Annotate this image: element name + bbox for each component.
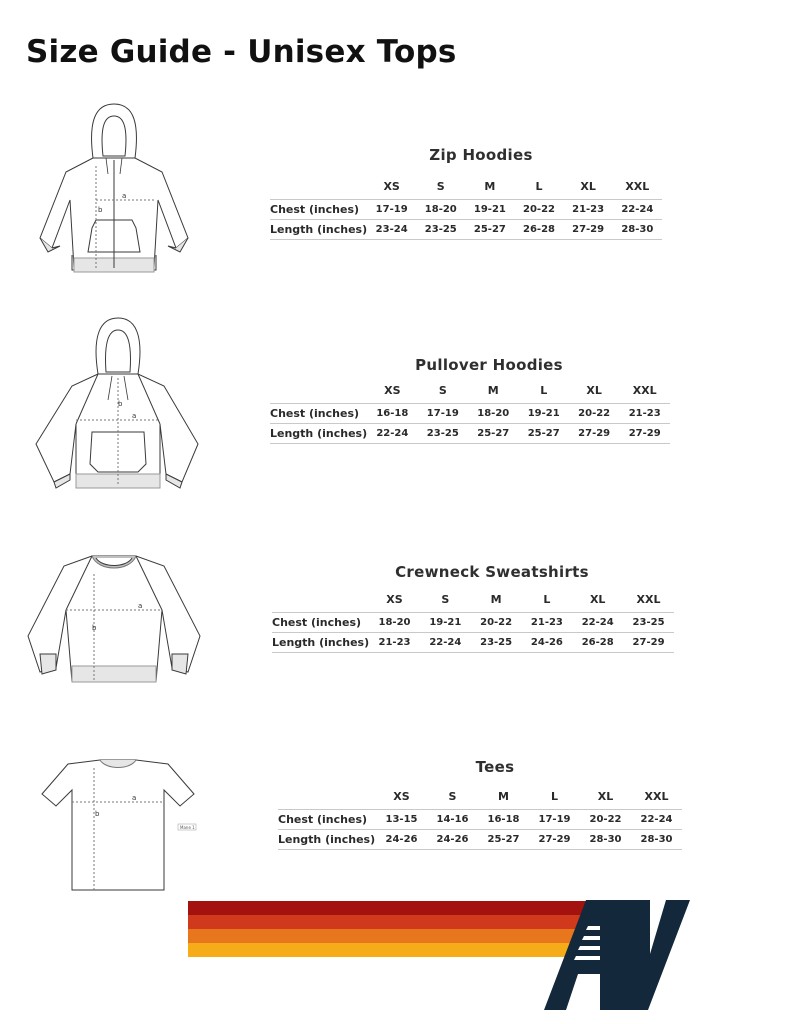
svg-text:b: b [98, 206, 103, 214]
cell: 17-19 [418, 404, 468, 424]
size-header-m: M [471, 593, 522, 613]
cell: 21-23 [564, 200, 613, 220]
size-tag-label: Mane 1 [180, 825, 195, 830]
size-header-s: S [420, 593, 471, 613]
size-header-xs: XS [367, 180, 416, 200]
section-title-zip-hoodies: Zip Hoodies [429, 146, 533, 164]
size-header-l: L [514, 180, 563, 200]
zip-hoodie-illustration [36, 100, 196, 276]
size-table-zip-hoodies [270, 180, 662, 240]
cell: 27-29 [619, 424, 670, 444]
cell: 23-24 [367, 220, 416, 240]
cell: 22-24 [420, 633, 471, 653]
size-header-m: M [465, 180, 514, 200]
cell: 23-25 [418, 424, 468, 444]
cell: 24-26 [427, 830, 478, 850]
size-table-crewneck-sweatshirts [272, 593, 674, 653]
section-title-tees: Tees [475, 758, 515, 776]
stripe [188, 943, 592, 957]
stripe [188, 915, 592, 929]
chest-row [272, 613, 674, 633]
chest-row-label: Chest (inches) [272, 613, 369, 633]
cell: 19-21 [465, 200, 514, 220]
size-header-xs: XS [369, 593, 420, 613]
cell: 22-24 [613, 200, 662, 220]
chest-row [270, 200, 662, 220]
cell: 25-27 [478, 830, 529, 850]
size-header-m: M [468, 384, 518, 404]
size-header-xs: XS [376, 790, 427, 810]
svg-text:a: a [132, 412, 137, 420]
svg-text:a: a [132, 794, 137, 802]
brand-stripes [188, 901, 592, 957]
cell: 20-22 [514, 200, 563, 220]
svg-text:a: a [122, 192, 127, 200]
cell: 24-26 [376, 830, 427, 850]
cell: 16-18 [478, 810, 529, 830]
cell: 18-20 [369, 613, 420, 633]
length-row-label: Length (inches) [270, 424, 367, 444]
section-title-crewneck-sweatshirts: Crewneck Sweatshirts [395, 563, 589, 581]
cell: 26-28 [572, 633, 623, 653]
cell: 28-30 [613, 220, 662, 240]
cell: 19-21 [420, 613, 471, 633]
cell: 22-24 [572, 613, 623, 633]
length-row-label: Length (inches) [270, 220, 367, 240]
cell: 22-24 [367, 424, 417, 444]
cell: 27-29 [623, 633, 674, 653]
size-header-xl: XL [564, 180, 613, 200]
cell: 28-30 [580, 830, 631, 850]
length-row [278, 830, 682, 850]
crewneck-sweatshirt-illustration [26, 550, 204, 686]
chest-row-label: Chest (inches) [270, 404, 367, 424]
size-header-s: S [427, 790, 478, 810]
page-title: Size Guide - Unisex Tops [26, 34, 457, 70]
corner-cell [270, 384, 367, 404]
stripe [188, 929, 592, 943]
cell: 24-26 [522, 633, 573, 653]
size-table-tees [278, 790, 682, 850]
size-header-xs: XS [367, 384, 417, 404]
size-header-l: L [522, 593, 573, 613]
cell: 21-23 [522, 613, 573, 633]
cell: 19-21 [518, 404, 568, 424]
cell: 25-27 [468, 424, 518, 444]
size-header-l: L [518, 384, 568, 404]
cell: 23-25 [471, 633, 522, 653]
cell: 27-29 [569, 424, 619, 444]
cell: 23-25 [623, 613, 674, 633]
length-row [270, 220, 662, 240]
cell: 17-19 [529, 810, 580, 830]
chest-row [270, 404, 670, 424]
stripe [188, 901, 592, 915]
size-header-m: M [478, 790, 529, 810]
corner-cell [278, 790, 376, 810]
size-header-l: L [529, 790, 580, 810]
tee-illustration [40, 754, 220, 894]
size-header-xxl: XXL [613, 180, 662, 200]
size-header-xl: XL [580, 790, 631, 810]
size-header-row [272, 593, 674, 613]
size-header-s: S [416, 180, 465, 200]
corner-cell [270, 180, 367, 200]
cell: 27-29 [564, 220, 613, 240]
size-header-row [278, 790, 682, 810]
pullover-hoodie-illustration [32, 314, 202, 492]
cell: 27-29 [529, 830, 580, 850]
corner-cell [272, 593, 369, 613]
svg-text:a: a [138, 602, 143, 610]
chest-row [278, 810, 682, 830]
cell: 13-15 [376, 810, 427, 830]
cell: 23-25 [416, 220, 465, 240]
size-header-row [270, 384, 670, 404]
size-header-xl: XL [572, 593, 623, 613]
size-header-s: S [418, 384, 468, 404]
cell: 20-22 [569, 404, 619, 424]
size-header-xxl: XXL [623, 593, 674, 613]
cell: 16-18 [367, 404, 417, 424]
size-header-xl: XL [569, 384, 619, 404]
length-row [270, 424, 670, 444]
cell: 20-22 [471, 613, 522, 633]
chest-row-label: Chest (inches) [270, 200, 367, 220]
cell: 28-30 [631, 830, 682, 850]
cell: 21-23 [619, 404, 670, 424]
cell: 17-19 [367, 200, 416, 220]
size-header-row [270, 180, 662, 200]
length-row-label: Length (inches) [278, 830, 376, 850]
length-row [272, 633, 674, 653]
logo-v-shape [626, 900, 690, 1010]
cell: 18-20 [416, 200, 465, 220]
svg-text:b: b [92, 624, 97, 632]
size-table-pullover-hoodies [270, 384, 670, 444]
cell: 18-20 [468, 404, 518, 424]
svg-text:b: b [118, 400, 123, 408]
size-header-xxl: XXL [631, 790, 682, 810]
logo-a-shape [544, 900, 626, 1010]
cell: 14-16 [427, 810, 478, 830]
chest-row-label: Chest (inches) [278, 810, 376, 830]
section-title-pullover-hoodies: Pullover Hoodies [415, 356, 563, 374]
cell: 25-27 [465, 220, 514, 240]
cell: 20-22 [580, 810, 631, 830]
cell: 22-24 [631, 810, 682, 830]
size-header-xxl: XXL [619, 384, 670, 404]
cell: 26-28 [514, 220, 563, 240]
cell: 21-23 [369, 633, 420, 653]
cell: 25-27 [518, 424, 568, 444]
length-row-label: Length (inches) [272, 633, 369, 653]
svg-text:b: b [95, 810, 100, 818]
brand-logo [544, 900, 690, 1010]
